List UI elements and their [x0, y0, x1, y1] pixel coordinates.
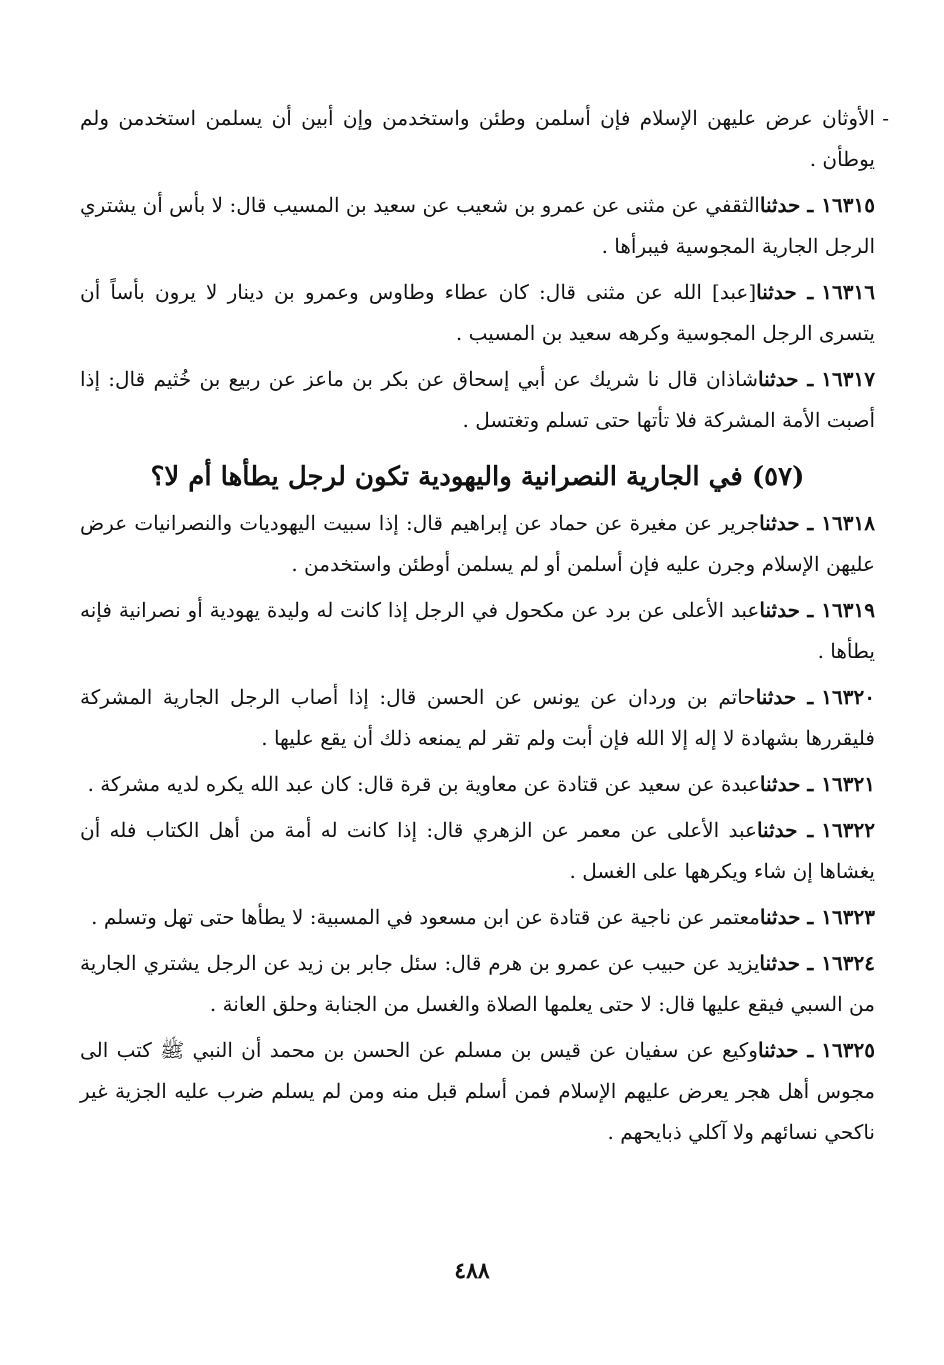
entry-text: عبدة عن سعيد عن قتادة عن معاوية بن قرة قال: كان عبد الله يكره لديه مشركة . [87, 772, 760, 796]
entry-number: ١٦٣٢١ [821, 772, 875, 796]
entry-lead: ـ حدثنا [757, 367, 814, 391]
section-title: (٥٧) في الجارية النصرانية واليهودية تكون لرجل يطأها أم لا؟ [150, 462, 805, 492]
entry-text: الثقفي عن مثنى عن عمرو بن شعيب عن سعيد بن المسيب قال: لا بأس أن يشتري الرجل الجارية المجوسية فيبرأها . [80, 193, 875, 258]
entry-lead: ـ حدثنا [759, 951, 814, 975]
entry-16320 [80, 677, 875, 759]
entry-text: يزيد عن حبيب عن عمرو بن هرم قال: سئل جابر بن زيد عن الرجل يشتري الجارية من السبي فيقع عليها قال: لا حتى يعلمها الصلاة والغسل من الجنابة وحلق العانة . [80, 951, 875, 1016]
entry-16322 [80, 810, 875, 892]
entry-lead: ـ حدثنا [759, 772, 814, 796]
entry-16321 [80, 764, 875, 805]
entry-16316 [80, 272, 875, 354]
entry-number: ١٦٣٢٠ [821, 685, 875, 709]
entry-lead: ـ حدثنا [759, 193, 814, 217]
entry-16319 [80, 590, 875, 672]
entry-number: ١٦٣١٩ [821, 598, 875, 622]
entry-text: وكيع عن سفيان عن قيس بن مسلم عن الحسن بن محمد أن النبي ﷺ كتب الى مجوس أهل هجر يعرض عليهم الإسلام فمن أسلم قبل منه ومن لم يسلم ضرب عليه الجزية غير ناكحي نسائهم ولا آكلي ذبايحهم . [80, 1038, 875, 1144]
entry-text: شاذان قال نا شريك عن أبي إسحاق عن بكر بن ماعز عن ربيع بن خُثيم قال: إذا أصبت الأمة المشركة فلا تأتها حتى تسلم وتغتسل . [80, 367, 875, 432]
continuation-text: الأوثان عرض عليهن الإسلام فإن أسلمن وطئن واستخدمن وإن أبين أن يسلمن استخدمن ولم يوطأن . [80, 106, 875, 171]
entry-number: ١٦٣٢٣ [821, 905, 875, 929]
entry-text: [عبد] الله عن مثنى قال: كان عطاء وطاوس وعمرو بن دينار لا يرون بأساً أن يتسرى الرجل المجوسية وكرهه سعيد بن المسيب . [80, 280, 875, 345]
continuation-paragraph [80, 98, 889, 180]
entry-lead: ـ حدثنا [756, 280, 814, 304]
entry-lead: ـ حدثنا [755, 685, 814, 709]
entry-number: ١٦٣٢٥ [821, 1038, 875, 1062]
entry-lead: ـ حدثنا [759, 598, 814, 622]
entry-number: ١٦٣١٥ [821, 193, 875, 217]
entry-16323 [80, 897, 875, 938]
entry-lead: ـ حدثنا [756, 818, 814, 842]
entry-16318 [80, 503, 875, 585]
entry-16325 [80, 1030, 875, 1153]
entry-number: ١٦٣١٧ [821, 367, 875, 391]
entry-text: معتمر عن ناجية عن قتادة عن ابن مسعود في المسبية: لا يطأها حتى تهل وتسلم . [91, 905, 760, 929]
entry-16315 [80, 185, 875, 267]
entry-text: حاتم بن وردان عن يونس عن الحسن قال: إذا أصاب الرجل الجارية المشركة فليقررها بشهادة لا إله إلا الله فإن أبت ولم تقر لم يمنعه ذلك أن يقع عليها . [80, 685, 875, 750]
entry-text: عبد الأعلى عن برد عن مكحول في الرجل إذا كانت له وليدة يهودية أو نصرانية فإنه يطأها . [80, 598, 875, 663]
entry-text: جرير عن مغيرة عن حماد عن إبراهيم قال: إذا سبيت اليهوديات والنصرانيات عرض عليهن الإسلام وجرن عليه فإن أسلمن أو لم يسلمن أوطئن واستخدمن . [80, 511, 875, 576]
page-number: ٤٨٨ [454, 1258, 490, 1284]
entry-text: عبد الأعلى عن معمر عن الزهري قال: إذا كانت له أمة من أهل الكتاب فله أن يغشاها إن شاء ويكرهها على الغسل . [80, 818, 875, 883]
entry-lead: ـ حدثنا [759, 511, 814, 535]
continuation-dash: - [882, 106, 889, 130]
entry-lead: ـ حدثنا [759, 905, 814, 929]
entry-number: ١٦٣٢٢ [821, 818, 875, 842]
entry-lead: ـ حدثنا [757, 1038, 814, 1062]
entry-number: ١٦٣١٦ [821, 280, 875, 304]
entry-number: ١٦٣٢٤ [821, 951, 875, 975]
entry-16317 [80, 359, 875, 441]
page-body [80, 98, 889, 1158]
entry-16324 [80, 943, 875, 1025]
entry-number: ١٦٣١٨ [821, 511, 875, 535]
